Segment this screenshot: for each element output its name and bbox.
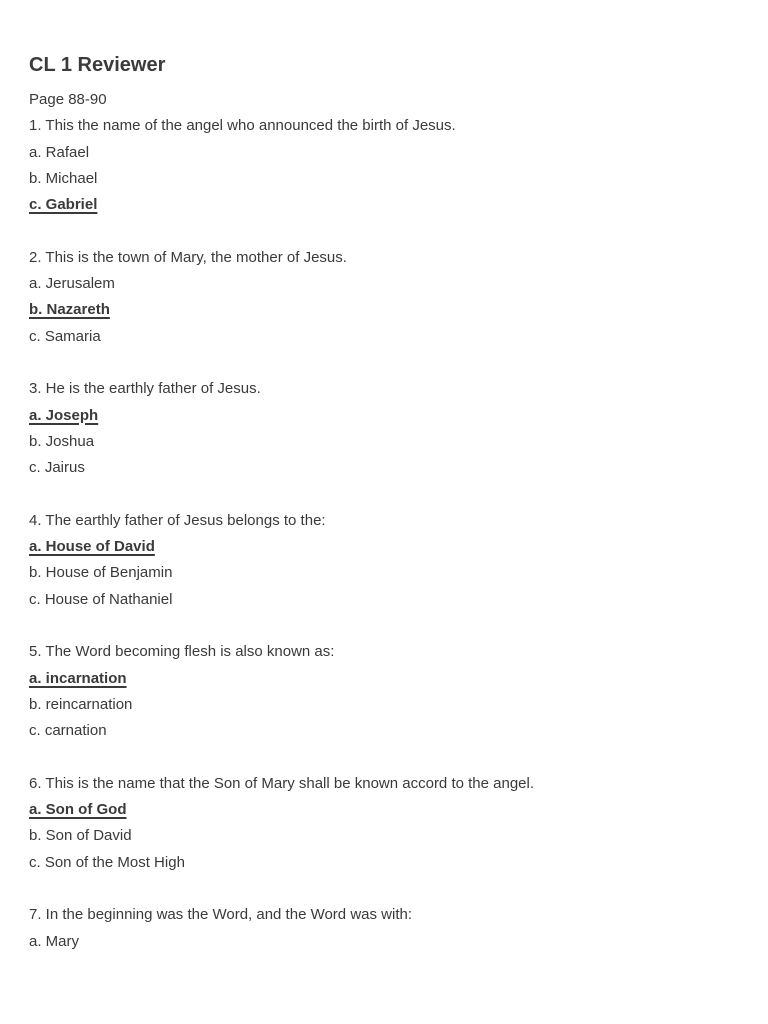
option: c. carnation [29,722,107,740]
question-block [29,245,739,350]
option-correct [29,192,739,218]
question-text: 4. The earthly father of Jesus belongs to the: [29,511,326,529]
option: c. House of Nathaniel [29,590,173,608]
question-block [29,639,739,744]
option-correct [29,297,739,323]
option: b. Joshua [29,432,95,450]
option: c. Son of the Most High [29,853,185,871]
option: a. Mary [29,932,80,950]
question-text: 3. He is the earthly father of Jesus. [29,380,261,398]
option-correct [29,403,739,429]
option: a. Jerusalem [29,275,115,293]
document-title: CL 1 Reviewer [29,54,166,76]
correct-answer: a. House of David [29,538,155,556]
option: c. Samaria [29,327,101,345]
correct-answer: a. Son of God [29,801,127,819]
option-correct [29,534,739,560]
correct-answer: c. Gabriel [29,196,98,214]
correct-answer: a. incarnation [29,669,127,687]
option: c. Jairus [29,459,85,477]
option: b. Michael [29,169,98,187]
question-text: 6. This is the name that the Son of Mary shall be known accord to the angel. [29,774,535,792]
question-text: 1. This the name of the angel who announced the birth of Jesus. [29,117,456,135]
correct-answer: b. Nazareth [29,301,110,319]
option: a. Rafael [29,143,90,161]
question-text: 7. In the beginning was the Word, and the Word was with: [29,906,412,924]
question-block [29,902,739,955]
option: b. House of Benjamin [29,564,173,582]
question-block [29,508,739,613]
correct-answer: a. Joseph [29,406,99,424]
question-text: 5. The Word becoming flesh is also known as: [29,643,335,661]
question-block [29,376,739,481]
option-correct [29,666,739,692]
question-block [29,113,739,218]
option-correct [29,797,739,823]
question-text: 2. This is the town of Mary, the mother of Jesus. [29,248,347,266]
option: b. Son of David [29,827,132,845]
option: b. reincarnation [29,695,133,713]
page-range: Page 88-90 [29,91,107,108]
question-block [29,771,739,876]
